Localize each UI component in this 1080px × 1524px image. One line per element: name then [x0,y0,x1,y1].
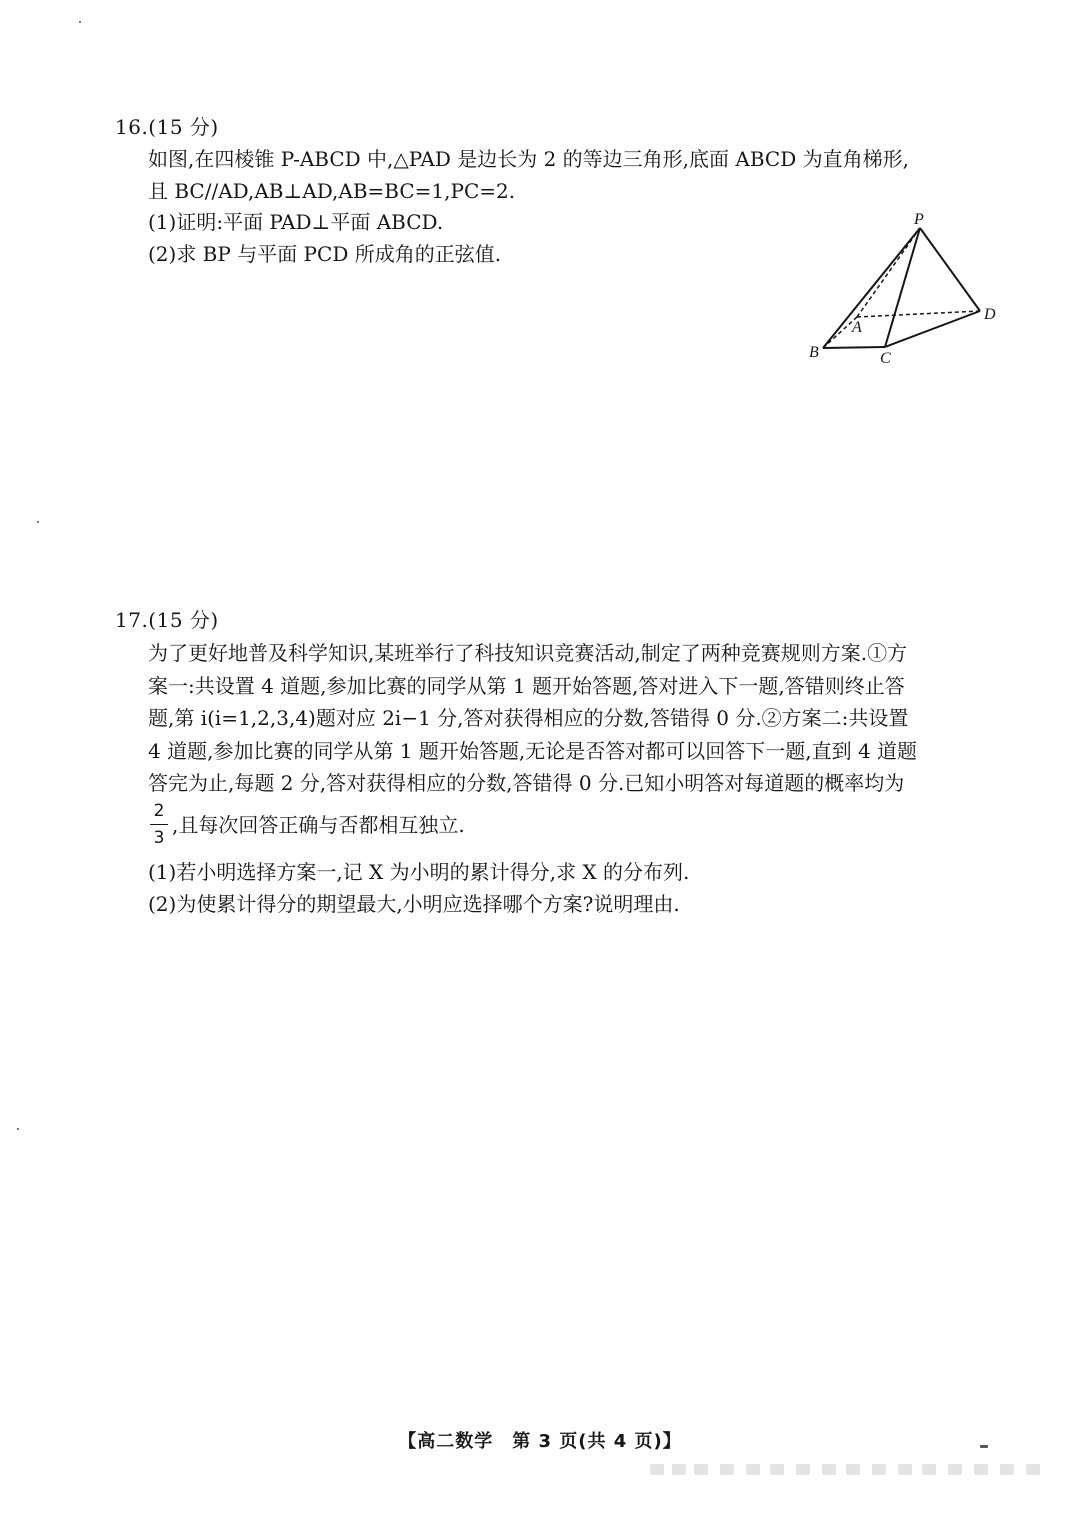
question-17-part-1: (1)若小明选择方案一,记 X 为小明的累计得分,求 X 的分布列. [148,859,690,884]
question-16-header: 16.(15 分) [115,115,219,139]
question-17-line-4: 4 道题,参加比赛的同学从第 1 题开始答题,无论是否答对都可以回答下一题,直到 4 道题 [148,738,918,763]
edge-BC [823,347,885,348]
pyramid-figure [800,205,1020,375]
question-17-part-2: (2)为使累计得分的期望最大,小明应选择哪个方案?说明理由. [148,892,680,916]
vertex-label-C: C [880,350,891,367]
edge-CD [885,311,980,347]
vertex-label-D: D [984,306,996,323]
question-17-line-3: 题,第 i(i=1,2,3,4)题对应 2i−1 分,答对获得相应的分数,答错得 0 分.②方案二:共设置 [148,706,909,730]
question-16-line-2: 且 BC//AD,AB⊥AD,AB=BC=1,PC=2. [148,178,516,203]
question-16-part-2: (2)求 BP 与平面 PCD 所成角的正弦值. [148,241,502,266]
question-17-header: 17.(15 分) [115,608,219,632]
edge-PB [823,228,920,348]
vertex-label-A: A [852,319,862,336]
question-16-part-1: (1)证明:平面 PAD⊥平面 ABCD. [148,210,444,234]
question-17-line-2: 案一:共设置 4 道题,参加比赛的同学从第 1 题开始答题,答对进入下一题,答错则终止答 [148,673,905,698]
question-17-body [148,637,1015,921]
scan-artifact-band [650,1462,1060,1478]
scan-speck [79,21,81,23]
edge-PD [920,228,980,311]
scan-speck [980,1445,988,1448]
pyramid-diagram [800,205,1020,375]
question-17 [115,605,1015,921]
question-17-fraction-line [148,800,1015,856]
question-17-line-1: 为了更好地普及科学知识,某班举行了科技知识竞赛活动,制定了两种竞赛规则方案.①方 [148,641,908,665]
scan-speck [37,521,39,523]
fraction-denominator: 3 [153,828,165,848]
question-16-line-1: 如图,在四棱锥 P-ABCD 中,△PAD 是边长为 2 的等边三角形,底面 ABCD 为直角梯形, [148,147,909,171]
fraction-tail-text: ,且每次回答正确与否都相互独立. [172,812,465,837]
edge-AD [857,311,980,317]
fraction-bar [150,824,168,826]
scan-speck [17,1128,19,1130]
edge-PC [885,228,920,347]
page-footer: 【高二数学 第 3 页(共 4 页)】 [398,1431,682,1452]
fraction-numerator: 2 [153,800,165,821]
edge-PA [857,228,920,317]
question-17-line-5: 答完为止,每题 2 分,答对获得相应的分数,答错得 0 分.已知小明答对每道题的概率均为 [148,771,905,795]
vertex-label-P: P [914,211,924,228]
vertex-label-B: B [809,344,819,361]
fraction [148,800,170,850]
